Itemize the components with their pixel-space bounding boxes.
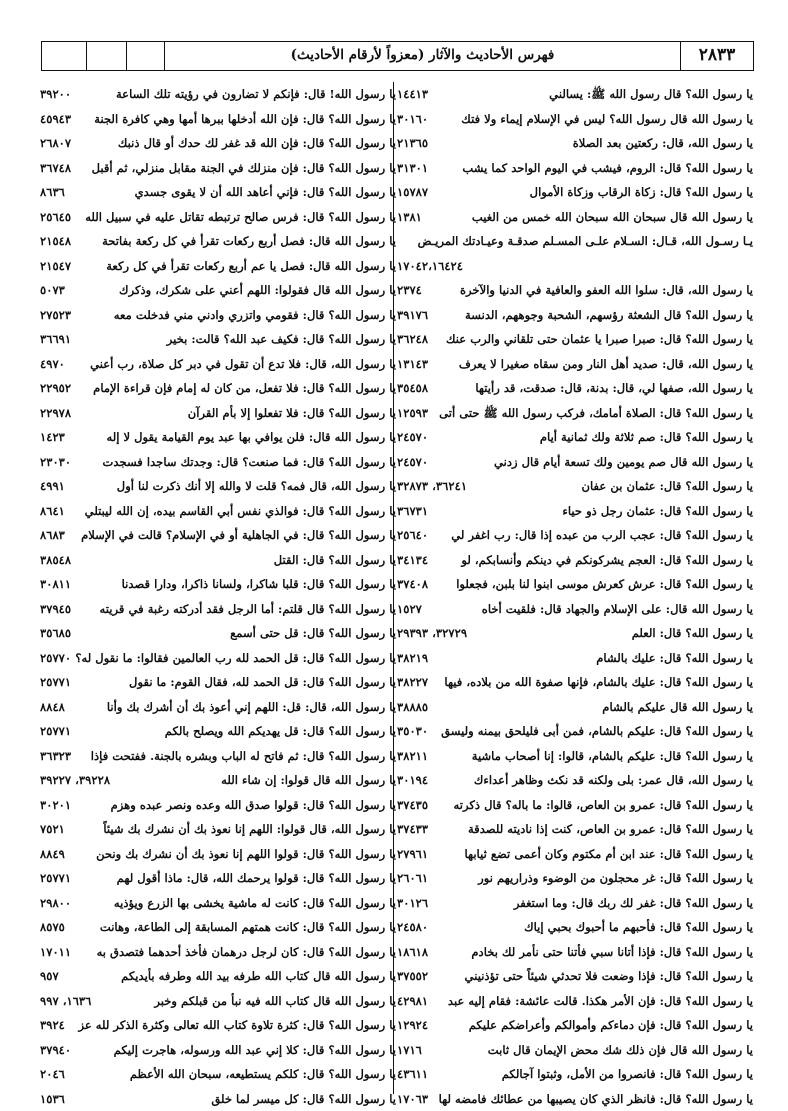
hadith-index-entry: [40, 1062, 396, 1087]
entry-text: يا رسول الله، قال: فلا تدع أن تقول في دبر كل صلاة، رب أعني: [90, 352, 396, 377]
hadith-number: ٣٨٢٢٧: [397, 670, 428, 695]
hadith-index-entry: [397, 964, 753, 989]
hadith-index-entry: [397, 131, 753, 156]
entry-text: يا رسول الله؟ قال: فما صنعت؟ قال: وجدتك ساجدا فسجدت: [102, 450, 396, 475]
entry-text: يا رسول الله؟ قال: فإن دماءكم وأموالكم وأعراضكم عليكم: [469, 1013, 753, 1038]
hadith-number: ١٣١٤٣: [397, 352, 428, 377]
entry-text: يا رسول الله؟ قال: العلم: [632, 621, 753, 646]
hadith-number: ٣٥٠٣٠: [397, 719, 428, 744]
entry-text: يا رسول الله؟ قال: فلا تفعلوا إلا بأم القرآن: [188, 401, 396, 426]
hadith-number: ٣٢٧٢٩، ٢٩٣٩٣: [397, 621, 467, 646]
hadith-number: ٩٥٧: [40, 964, 59, 989]
hadith-index-entry: [40, 1038, 396, 1063]
hadith-index-entry: [40, 1013, 396, 1038]
hadith-number: ٣٧٥٥٢: [397, 964, 428, 989]
hadith-index-entry: [40, 303, 396, 328]
hadith-index-entry: [397, 425, 753, 450]
entry-text: يا رسول الله؟ قال رسول الله ﷺ: يسالني: [549, 82, 753, 107]
hadith-index-entry: [397, 891, 753, 916]
hadith-number: ٣٨٨٨٥: [397, 695, 428, 720]
hadith-number: ٣٦٧٤٨: [40, 156, 71, 181]
hadith-index-entry: [40, 597, 396, 622]
entry-text: يا رسول الله؟ قال: فإن منزلك في الجنة مقابل منزلي، ثم أقبل: [92, 156, 396, 181]
hadith-number: ٣٦٢٤١، ٣٢٨٧٣: [397, 474, 467, 499]
hadith-index-entry: [40, 450, 396, 475]
entry-text: يا رسول الله؟ قال: غر محجلون من الوضوء وذراريهم نور: [478, 866, 753, 891]
hadith-index-entry: [397, 327, 753, 352]
entry-text: يا رسول الله قال كتاب الله فيه نبأ من قبلكم وخبر: [154, 989, 396, 1014]
hadith-index-entry: [40, 180, 396, 205]
entry-text: يا رسول الله؟ قال: قولوا اللهم إنا نعوذ بك أن نشرك بك ونحن: [96, 842, 396, 867]
entry-text: يا رسول الله؟ قال: فقومي واتزري وادني مني فدخلت معه: [114, 303, 396, 328]
hadith-index-entry: [397, 646, 753, 671]
entry-text: يا رسول الله؟ قال: عثمان بن عفان: [582, 474, 754, 499]
hadith-index-entry: [397, 474, 753, 499]
hadith-number: ٣٨٢١٩: [397, 646, 428, 671]
entry-text: يـا رسـول الله، قـال: السـلام علـى المسـلم صدقـة وعيـادتك المريـض: [418, 229, 753, 254]
entry-text: يا رسول الله، قال عمر: بلى ولكنه قد نكث وظاهر أعداءك: [474, 768, 753, 793]
entry-text: يا رسول الله؟ قال: عليكم بالشام، فمن أبى فليلحق بيمنه وليسق: [441, 719, 753, 744]
hadith-number: ١٤٢٣: [40, 425, 65, 450]
hadith-index-entry: [397, 621, 753, 646]
hadith-number: ٣٩١٧٦: [397, 303, 428, 328]
entry-text: يا رسول الله؟ قال: كلكم يستطيعه، سبحان الله الأعظم: [130, 1062, 396, 1087]
hadith-index-entry: [40, 376, 396, 401]
hadith-index-entry: [397, 254, 753, 279]
entry-text: يا رسول الله؟ قال: قل يهديكم الله ويصلح بالكم: [165, 719, 396, 744]
hadith-number: ٢٥٦٤٠: [397, 523, 428, 548]
hadith-index-entry: [40, 621, 396, 646]
entry-text: يا رسول الله؟ قال: كلا إني عبد الله ورسوله، هاجرت إليكم: [114, 1038, 396, 1063]
hadith-index-entry: [40, 817, 396, 842]
entry-text: يا رسول الله قال عليكم بالشام: [602, 695, 753, 720]
hadith-number: ٢٦٨٠٧: [40, 131, 71, 156]
hadith-number: ٢٤٥٨٠: [397, 915, 428, 940]
hadith-number: ٨٦٤١: [40, 499, 65, 524]
entry-text: يا رسول الله؟ قال: عليك بالشام، فإنها صفوة الله من بلاده، فيها: [444, 670, 753, 695]
hadith-number: ٢٢٩٥٢: [40, 376, 71, 401]
entry-text: يا رسول الله؟ قال: فإني أعاهد الله أن لا يقوى جسدي: [135, 180, 396, 205]
entry-text: يا رسول الله؟ قال: القتل: [274, 548, 396, 573]
hadith-index-entry: [40, 254, 396, 279]
hadith-index-entry: [397, 205, 753, 230]
entry-text: يا رسول الله! قال: فإنكم لا تضارون في رؤيته تلك الساعة: [116, 82, 396, 107]
entry-text: يا رسول الله، قال: قل: اللهم إني أعوذ بك أن أشرك بك وأنا: [107, 695, 396, 720]
hadith-index-entry: [40, 572, 396, 597]
entry-text: يا رسول الله؟ قال: العجم يشركونكم في دينكم وأنسابكم، لو: [461, 548, 753, 573]
hadith-index-entry: [40, 964, 396, 989]
hadith-number: ١٣٨١: [397, 205, 422, 230]
hadith-number: ٢٣٧٤: [397, 278, 422, 303]
hadith-number: ٢١٥٤٧: [40, 254, 71, 279]
entry-text: يا رسول الله؟ قال: عمرو بن العاص، كنت إذا ناديته للصدقة: [468, 817, 753, 842]
entry-text: يا رسول الله؟ قال: عليك بالشام: [596, 646, 753, 671]
entry-text: يا رسول الله؟ قال: كثرة تلاوة كتاب الله تعالى وكثرة الذكر لله عز: [78, 1013, 396, 1038]
entry-text: يا رسول الله؟ قال: زكاة الرقاب وزكاة الأموال: [530, 180, 753, 205]
hadith-index-entry: [40, 891, 396, 916]
hadith-number: ٣٩٢٤: [40, 1013, 65, 1038]
entry-text: يا رسول الله قال فقولوا: اللهم أعني على شكرك، وذكرك: [119, 278, 396, 303]
entry-text: يا رسول الله؟ قال قلتم: أما الرجل فقد أدركته رغبة في قريته: [100, 597, 396, 622]
hadith-index-entry: [397, 915, 753, 940]
hadith-index-entry: [40, 1087, 396, 1111]
hadith-number: ١٤٤١٣: [397, 82, 428, 107]
page-header: [41, 41, 754, 71]
hadith-number: ٣٩٢٠٠: [40, 82, 71, 107]
entry-text: يا رسول الله قال كتاب الله طرفه بيد الله وطرفه بأيديكم: [121, 964, 396, 989]
hadith-index-entry: [397, 523, 753, 548]
entry-text: يا رسول الله، قال فمه؟ قلت لا والله إلا أنك ذكرت لنا أول: [117, 474, 396, 499]
hadith-index-entry: [397, 278, 753, 303]
hadith-number: ٤٩٩١: [40, 474, 65, 499]
entry-text: يا رسول الله؟ قال: كانت له ماشية يخشى بها الزرع ويؤذيه: [114, 891, 396, 916]
hadith-index-entry: [40, 523, 396, 548]
hadith-number: ٣١٣٠١: [397, 156, 428, 181]
hadith-index-entry: [40, 744, 396, 769]
entry-text: يا رسول الله؟ قال: الروم، فيشب في اليوم الواحد كما يشب: [462, 156, 753, 181]
hadith-number: ١٥٣٦: [40, 1087, 65, 1111]
hadith-number: ٢٥٦٤٥: [40, 205, 71, 230]
hadith-number: ٣٧٩٤٠: [40, 1038, 71, 1063]
hadith-number: ٢٥٧٧١: [40, 719, 71, 744]
entry-text: يا رسول الله؟ قال: فانظر الذي كان يصيبها من عطائك فامضه لها: [439, 1087, 753, 1111]
hadith-index-entry: [397, 401, 753, 426]
hadith-number: ٢٤٥٧٠: [397, 450, 428, 475]
entry-text: يا رسول الله؟ قال: قل الحمد لله رب العالمين فقالوا: ما نقول له؟: [75, 646, 396, 671]
hadith-number: ٢٧٥٢٣: [40, 303, 71, 328]
hadith-number: ٣٨٢١١: [397, 744, 428, 769]
entry-text: يا رسول الله؟ قال: فإذا أتانا سبي فأتنا حتى نأمر لك بخادم: [471, 940, 753, 965]
hadith-index-entry: [40, 915, 396, 940]
entry-text: يا رسول الله قال صم يومين ولك تسعة أيام قال زدني: [494, 450, 753, 475]
hadith-number: ٢٠٤٦: [40, 1062, 65, 1087]
entry-text: يا رسول الله؟ قال: فإذا وضعت فلا تحدثي شيئاً حتى تؤذنيني: [465, 964, 753, 989]
entry-text: يا رسول الله؟ قال: عجب الرب من عبده إذا قال: رب اغفر لي: [451, 523, 753, 548]
entry-text: يا رسول الله؟ قال: الصلاة أمامك، فركب رسول الله ﷺ حتى أتى: [439, 401, 753, 426]
entry-text: يا رسول الله، قال: سلوا الله العفو والعافية في الدنيا والآخرة: [460, 278, 753, 303]
hadith-index-entry: [397, 597, 753, 622]
hadith-index-entry: [40, 352, 396, 377]
hadith-number: ٣٠١٢٦: [397, 891, 428, 916]
entry-text: يا رسول الله؟ قال: عليكم بالشام، قالوا: إنا أصحاب ماشية: [472, 744, 753, 769]
hadith-number: ٢٥٧٧١: [40, 670, 71, 695]
entry-text: يا رسول الله؟ قال الشعثة رؤسهم، الشحبة وجوههم، الدنسة: [465, 303, 753, 328]
hadith-number: ٢٥٧٧٠: [40, 646, 71, 671]
hadith-index-entry: [397, 670, 753, 695]
hadith-number: ٢٥٧٧١: [40, 866, 71, 891]
entry-text: يا رسول الله قال سبحان الله سبحان الله خمس من الغيب: [472, 205, 753, 230]
hadith-number: ٨٨٤٩: [40, 842, 65, 867]
hadith-number: ١٢٩٢٤: [397, 1013, 428, 1038]
hadith-index-entry: [40, 842, 396, 867]
hadith-number: ١٢٥٩٣: [397, 401, 428, 426]
hadith-number: ١٥٢٧: [397, 597, 422, 622]
hadith-number: ٣٨٥٤٨: [40, 548, 71, 573]
hadith-index-entry: [40, 768, 396, 793]
entry-text: يا رسول الله؟ قال: في الجاهلية أو في الإسلام؟ قالت في الإسلام: [81, 523, 396, 548]
entry-text: يا رسول الله؟ قال: صبرا صبرا يا عثمان حتى تلقاني والرب عنك: [446, 327, 753, 352]
hadith-index-entry: [397, 842, 753, 867]
hadith-index-entry: [397, 866, 753, 891]
entry-text: يا رسول الله قال قولوا: إن شاء الله: [221, 768, 396, 793]
entry-text: يا رسول الله؟ قال: قولوا صدق الله وعده ونصر عبده وهزم: [111, 793, 396, 818]
hadith-index-entry: [397, 107, 753, 132]
hadith-index-entry: [40, 425, 396, 450]
hadith-number: ١٨٦١٨: [397, 940, 428, 965]
entry-text: يا رسول الله؟ قال: كل ميسر لما خلق: [211, 1087, 396, 1111]
hadith-number: ٣٧٩٤٥: [40, 597, 71, 622]
hadith-index-entry: [40, 229, 396, 254]
entry-text: يا رسول الله؟ قال: عرش كعرش موسى ابنوا لنا بلبن، فجعلوا: [456, 572, 753, 597]
hadith-number: ٤٥٩٤٣: [40, 107, 71, 132]
entry-text: يا رسول الله، قال: ركعتين بعد الصلاة: [573, 131, 753, 156]
entry-text: يا رسول الله، قال قولوا: اللهم إنا نعوذ بك أن نشرك بك شيئاً: [103, 817, 396, 842]
entry-text: يا رسول الله؟ قال: فرس صالح ترتبطه تقاتل عليه في سبيل الله: [85, 205, 396, 230]
hadith-number: ١٥٧٨٧: [397, 180, 428, 205]
hadith-number: ٢٧٩٦١: [397, 842, 428, 867]
entry-text: يا رسول الله قال: على الإسلام والجهاد قال: فلقيت أخاه: [482, 597, 753, 622]
hadith-index-entry: [40, 107, 396, 132]
entry-text: يا رسول الله؟ قال: غفر لك ربك قال: وما استغفر: [514, 891, 753, 916]
hadith-number: ٥٠٧٣: [40, 278, 65, 303]
hadith-index-entry: [397, 572, 753, 597]
entry-text: يا رسول الله قال فإن ذلك شك محض الإيمان قال ثابت: [488, 1038, 753, 1063]
header-cell: [42, 42, 87, 70]
entry-text: يا رسول الله؟ قال: قلبا شاكرا، ولسانا ذاكرا، ودارا قصدنا: [122, 572, 396, 597]
hadith-index-entry: [397, 229, 753, 254]
hadith-number: ٨٨٤٨: [40, 695, 65, 720]
entry-text: يا رسول الله؟ قال: فأحبهم ما أحبوك بحبي إياك: [524, 915, 753, 940]
hadith-index-entry: [40, 474, 396, 499]
entry-text: يا رسول الله قال: فلن يوافي بها عبد يوم القيامة يقول لا إله: [106, 425, 396, 450]
entry-text: يا رسول الله؟ قال: قولوا يرحمك الله، قال: ماذا أقول لهم: [117, 866, 396, 891]
entry-text: يا رسول الله؟ قال: كان لرجل درهمان فأخذ أحدهما فتصدق به: [97, 940, 396, 965]
hadith-number: ٢١٥٤٨: [40, 229, 71, 254]
entry-text: يا رسول الله؟ قال: قل الحمد لله، فقال القوم: ما نقول: [129, 670, 396, 695]
entry-text: يا رسول الله؟ قال: صم ثلاثة ولك ثمانية أيام: [540, 425, 753, 450]
hadith-number: ٣٠١٩٤: [397, 768, 428, 793]
hadith-number: ٣٧٤٣٥: [397, 793, 428, 818]
hadith-index-entry: [40, 695, 396, 720]
hadith-number: ٢٩٨٠٠: [40, 891, 71, 916]
hadith-index-entry: [397, 940, 753, 965]
hadith-index-entry: [397, 989, 753, 1014]
entry-text: يا رسول الله؟ قال: فإن الأمر هكذا. قالت عائشة: فقام إليه عبد: [448, 989, 753, 1014]
entry-text: يا رسول الله قال: فصل يا عم أربع ركعات تقرأ في كل ركعة: [106, 254, 396, 279]
hadith-index-entry: [40, 793, 396, 818]
hadith-number: ٣٦٣٢٣: [40, 744, 71, 769]
page-number: ٢٨٣٣: [681, 42, 753, 70]
hadith-number: ٣٧٤٠٨: [397, 572, 428, 597]
hadith-number: ١٧٠١١: [40, 940, 71, 965]
hadith-index-entry: [397, 1013, 753, 1038]
hadith-index-entry: [40, 131, 396, 156]
hadith-number: ٧٥٢١: [40, 817, 65, 842]
entry-text: يا رسول الله؟ قال: فلا تفعل، من كان له إمام فإن قراءة الإمام: [93, 376, 396, 401]
right-column: [397, 82, 753, 1111]
left-column: [40, 82, 396, 1111]
page-title: فهرس الأحاديث والآثار (معزواً لأرقام الأحاديث): [165, 42, 681, 70]
entry-text: يا رسول الله؟ قال: عثمان رجل ذو حياء: [562, 499, 753, 524]
hadith-number: ٢٣٠٣٠: [40, 450, 71, 475]
hadith-index-entry: [397, 376, 753, 401]
hadith-index-entry: [40, 719, 396, 744]
hadith-index-entry: [397, 450, 753, 475]
hadith-index-entry: [397, 180, 753, 205]
entry-text: يا رسول الله؟ قال: عند ابن أم مكتوم وكان أعمى تضع ثيابها: [464, 842, 753, 867]
hadith-number: ٤٩٧٠: [40, 352, 65, 377]
hadith-index-entry: [40, 327, 396, 352]
hadith-index-entry: [397, 303, 753, 328]
hadith-index-entry: [397, 1087, 753, 1111]
hadith-number: ٣٤١٣٤: [397, 548, 428, 573]
hadith-number: ١٧١٦: [397, 1038, 422, 1063]
entry-text: يا رسول الله؟ قال: فانصروا من الأمل، وثبتوا آجالكم: [502, 1062, 753, 1087]
hadith-index-entry: [40, 646, 396, 671]
hadith-index-entry: [397, 719, 753, 744]
hadith-index-entry: [40, 548, 396, 573]
hadith-number: ٢٦٠٦١: [397, 866, 428, 891]
hadith-number: ٣٥٤٥٨: [397, 376, 428, 401]
hadith-index-entry: [397, 1038, 753, 1063]
hadith-number: ١٦٣٦، ٩٩٧: [40, 989, 91, 1014]
entry-text: يا رسول الله؟ قال: قل حتى أسمع: [230, 621, 396, 646]
header-cell: [87, 42, 127, 70]
hadith-number: ٣٠١٦٠: [397, 107, 428, 132]
hadith-number: ١٧٠٦٣: [397, 1087, 428, 1111]
hadith-number: ٤٢٩٨١: [397, 989, 428, 1014]
entry-text: يا رسول الله، قال: صديد أهل النار ومن سقاه صغيرا لا يعرف: [459, 352, 753, 377]
hadith-number: ١٧٠٤٢،١٦٤٢٤: [397, 254, 463, 279]
hadith-number: ٣٩٢٢٨، ٣٩٢٢٧: [40, 768, 110, 793]
hadith-index-entry: [397, 695, 753, 720]
hadith-index-entry: [397, 1062, 753, 1087]
hadith-index-entry: [40, 205, 396, 230]
entry-text: يا رسول الله؟ قال: فوالذي نفس أبي القاسم بيده، إن الله ليبتلي: [85, 499, 396, 524]
hadith-number: ٢٢٩٧٨: [40, 401, 71, 426]
entry-text: يا رسول الله؟ قال: فإن الله أدخلها ببرها أمها وهي كافرة الجنة: [94, 107, 396, 132]
hadith-index-entry: [397, 817, 753, 842]
hadith-index-entry: [397, 548, 753, 573]
entry-text: يا رسول الله؟ قال: كانت همتهم المسابقة إلى الطاعة، وهانت: [100, 915, 396, 940]
hadith-number: ٣٦٧٣١: [397, 499, 428, 524]
hadith-index-entry: [40, 278, 396, 303]
hadith-index-entry: [397, 768, 753, 793]
hadith-number: ٨٦٣٦: [40, 180, 65, 205]
hadith-index-entry: [40, 82, 396, 107]
hadith-index-entry: [397, 352, 753, 377]
hadith-index-entry: [40, 989, 396, 1014]
hadith-number: ٣٠٢٠١: [40, 793, 71, 818]
hadith-number: ٣٦٢٤٨: [397, 327, 428, 352]
entry-text: يا رسول الله قال رسول الله؟ ليس في الإسلام إيماء ولا فتك: [461, 107, 753, 132]
hadith-number: ٣٦٦٩١: [40, 327, 71, 352]
entry-text: يا رسول الله؟ قال: فإن الله قد غفر لك حدك أو قال ذنبك: [118, 131, 396, 156]
hadith-number: ٤٣٦١١: [397, 1062, 428, 1087]
hadith-index-entry: [40, 940, 396, 965]
hadith-index-entry: [40, 156, 396, 181]
entry-text: يا رسول الله؟ قال: ثم فاتح له الباب وبشره بالجنة. ففتحت فإذا: [91, 744, 396, 769]
entry-text: يا رسول الله؟ قال: فكيف عبد الله؟ قالت: بخير: [167, 327, 396, 352]
hadith-index-entry: [397, 793, 753, 818]
entry-text: يا رسول الله قال: فصل أربع ركعات تقرأ في كل ركعة بفاتحة: [102, 229, 396, 254]
hadith-index-entry: [397, 744, 753, 769]
entry-text: يا رسول الله؟ قال: عمرو بن العاص، قالوا: ما باله؟ قال ذكرته: [454, 793, 753, 818]
header-cell: [127, 42, 165, 70]
hadith-index-entry: [397, 499, 753, 524]
hadith-index-entry: [397, 156, 753, 181]
hadith-index-entry: [40, 866, 396, 891]
hadith-number: ٣٧٤٣٣: [397, 817, 428, 842]
hadith-index-entry: [40, 499, 396, 524]
hadith-number: ٢٤٥٧٠: [397, 425, 428, 450]
hadith-number: ٢١٣٦٥: [397, 131, 428, 156]
hadith-number: ٣٥٦٨٥: [40, 621, 71, 646]
hadith-number: ٨٦٨٣: [40, 523, 65, 548]
hadith-index-entry: [40, 670, 396, 695]
entry-text: يا رسول الله، صفها لي، قال: بدنة، قال: صدقت، قد رأيتها: [475, 376, 753, 401]
hadith-number: ٨٥٧٥: [40, 915, 65, 940]
hadith-index-entry: [397, 82, 753, 107]
hadith-number: ٣٠٨١١: [40, 572, 71, 597]
hadith-index-entry: [40, 401, 396, 426]
